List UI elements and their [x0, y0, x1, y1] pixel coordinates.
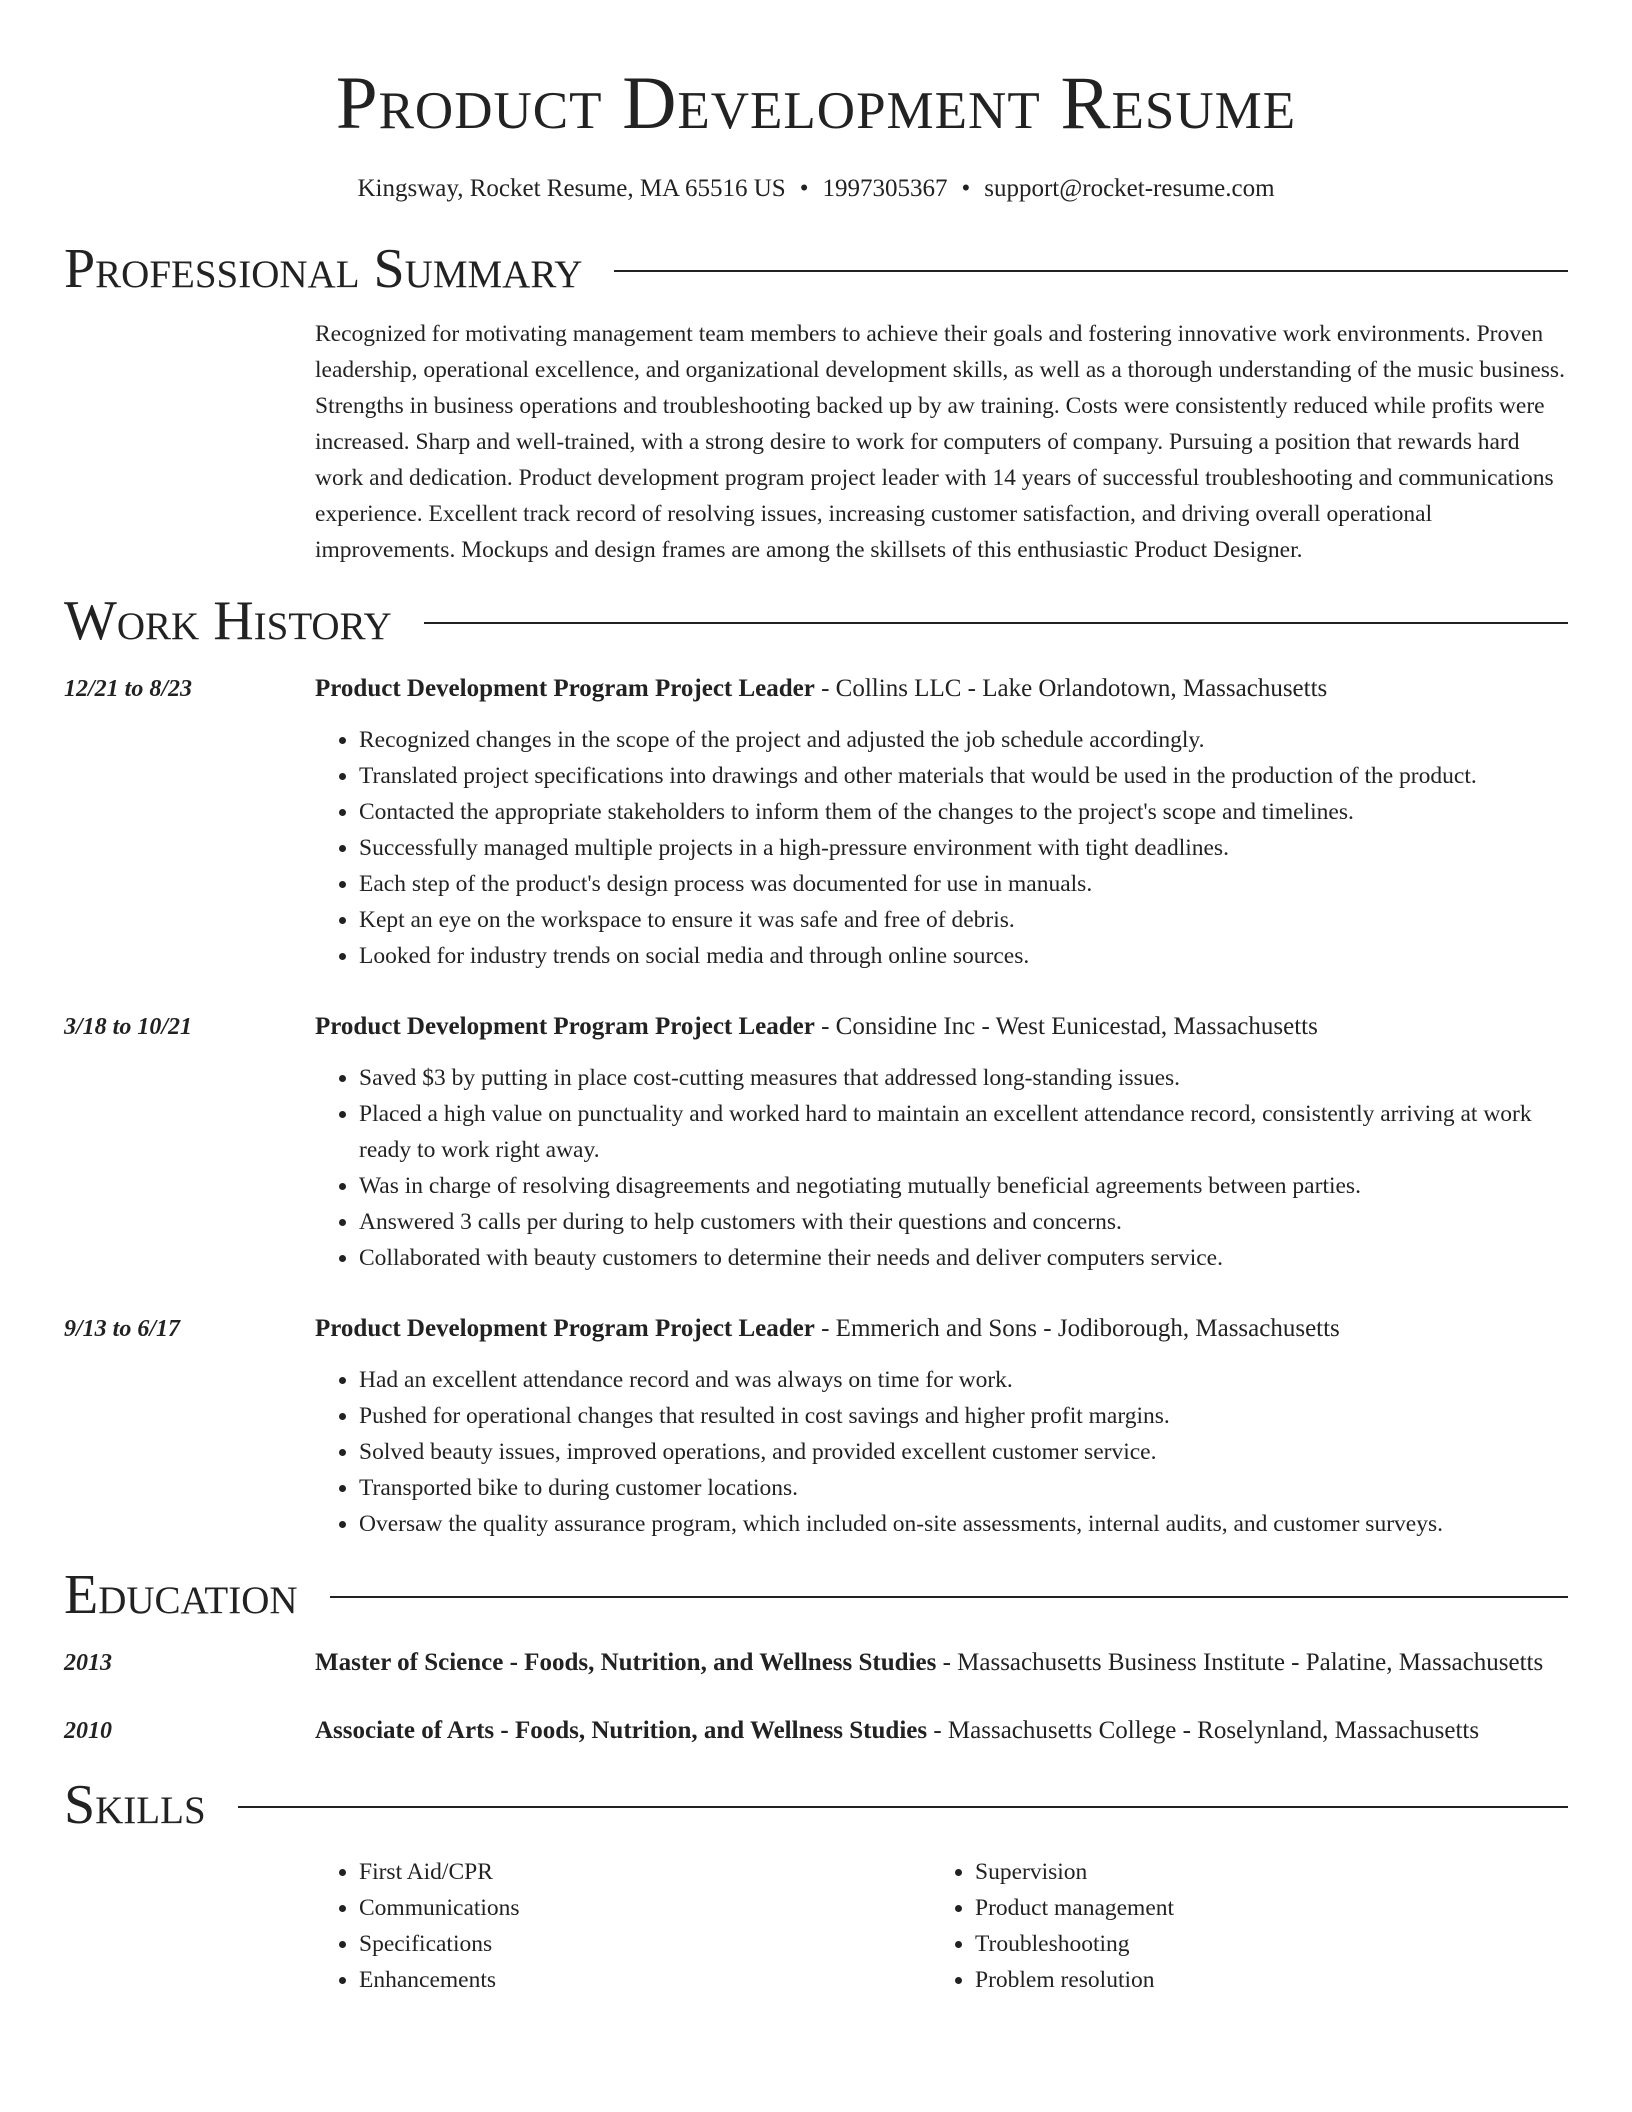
skill-item: • Communications: [359, 1890, 931, 1926]
resume-page: [64, 0, 1568, 1998]
work-headline: [315, 1310, 1568, 1348]
skills-heading: Skills: [64, 1774, 206, 1836]
contact-email[interactable]: support@rocket-resume.com: [984, 175, 1275, 202]
work-section-header: [64, 586, 1568, 656]
skill-item: • Enhancements: [359, 1962, 931, 1998]
education-section-header: [64, 1560, 1568, 1630]
education-heading: Education: [64, 1564, 298, 1626]
work-dates: 3/18 to 10/21: [64, 1014, 193, 1040]
education-headline: [315, 1712, 1568, 1750]
list-item: • Collaborated with beauty customers to determine their needs and deliver computers service.: [359, 1240, 1568, 1276]
work-headline: [315, 670, 1568, 708]
job-details: - Collins LLC - Lake Orlandotown, Massachusetts: [814, 675, 1328, 702]
degree-title: Associate of Arts - Foods, Nutrition, and Wellness Studies: [315, 1717, 928, 1744]
job-title: Product Development Program Project Leader: [315, 1315, 815, 1342]
degree-details: - Massachusetts Business Institute - Palatine, Massachusetts: [936, 1649, 1544, 1676]
contact-separator: •: [799, 175, 809, 202]
list-item: • Oversaw the quality assurance program, which included on-site assessments, internal audits, and customer surveys.: [359, 1506, 1568, 1542]
section-divider: [330, 1596, 1568, 1598]
education-headline: [315, 1644, 1568, 1682]
summary-section-header: [64, 234, 1568, 304]
skills-column-left: [315, 1854, 931, 1998]
work-history-list: [64, 670, 1568, 1542]
job-details: - Considine Inc - West Eunicestad, Massachusetts: [814, 1013, 1318, 1040]
work-dates: 9/13 to 6/17: [64, 1316, 181, 1342]
job-details: - Emmerich and Sons - Jodiborough, Massachusetts: [814, 1315, 1340, 1342]
education-list: [64, 1644, 1568, 1750]
summary-heading: Professional Summary: [64, 238, 583, 300]
list-item: • Saved $3 by putting in place cost-cutting measures that addressed long-standing issues.: [359, 1060, 1568, 1096]
skill-item: • Supervision: [975, 1854, 1547, 1890]
degree-details: - Massachusetts College - Roselynland, Massachusetts: [927, 1717, 1480, 1744]
list-item: • Successfully managed multiple projects in a high-pressure environment with tight deadlines.: [359, 830, 1568, 866]
skills-column-right: [931, 1854, 1547, 1998]
work-entry: [64, 1310, 1568, 1542]
education-year: 2010: [64, 1718, 112, 1744]
list-item: • Answered 3 calls per during to help customers with their questions and concerns.: [359, 1204, 1568, 1240]
list-item: • Pushed for operational changes that resulted in cost savings and higher profit margins.: [359, 1398, 1568, 1434]
contact-separator: •: [961, 175, 971, 202]
skills-section-header: [64, 1770, 1568, 1840]
section-divider: [238, 1806, 1568, 1808]
work-bullets: [315, 722, 1568, 974]
list-item: • Solved beauty issues, improved operations, and provided excellent customer service.: [359, 1434, 1568, 1470]
work-entry: [64, 670, 1568, 974]
work-bullets: [315, 1060, 1568, 1276]
page-title: Product Development Resume: [335, 62, 1297, 145]
list-item: • Had an excellent attendance record and was always on time for work.: [359, 1362, 1568, 1398]
work-heading: Work History: [64, 590, 392, 652]
degree-title: Master of Science - Foods, Nutrition, and Wellness Studies: [315, 1649, 937, 1676]
job-title: Product Development Program Project Leader: [315, 1013, 815, 1040]
list-item: • Transported bike to during customer locations.: [359, 1470, 1568, 1506]
list-item: • Kept an eye on the workspace to ensure it was safe and free of debris.: [359, 902, 1568, 938]
contact-address: Kingsway, Rocket Resume, MA 65516 US: [357, 175, 786, 202]
list-item: • Placed a high value on punctuality and worked hard to maintain an excellent attendance record, consistently arriving at work ready to work right away.: [359, 1096, 1568, 1168]
skill-item: • Problem resolution: [975, 1962, 1547, 1998]
work-dates: 12/21 to 8/23: [64, 676, 193, 702]
work-bullets: [315, 1362, 1568, 1542]
work-entry: [64, 1008, 1568, 1276]
contact-phone: 1997305367: [822, 175, 948, 202]
list-item: • Recognized changes in the scope of the project and adjusted the job schedule accordingly.: [359, 722, 1568, 758]
education-entry: [64, 1712, 1568, 1750]
job-title: Product Development Program Project Leader: [315, 675, 815, 702]
education-year: 2013: [64, 1650, 112, 1676]
summary-text: Recognized for motivating management team members to achieve their goals and fostering innovative work environments. Proven leadership, operational excellence, and organizational development skills, as well as a thorough understanding of the music business. Strengths in business operations and troubleshooting backed up by aw training. Costs were consistently reduced while profits were increased. Sharp and well-trained, with a strong desire to work for computers of company. Pursuing a position that rewards hard work and dedication. Product development program project leader with 14 years of successful troubleshooting and communications experience. Excellent track record of resolving issues, increasing customer satisfaction, and driving overall operational improvements. Mockups and design frames are among the skillsets of this enthusiastic Product Designer.: [315, 321, 1565, 563]
skill-item: • First Aid/CPR: [359, 1854, 931, 1890]
section-divider: [424, 622, 1568, 624]
section-divider: [614, 270, 1568, 272]
education-entry: [64, 1644, 1568, 1682]
list-item: • Each step of the product's design process was documented for use in manuals.: [359, 866, 1568, 902]
skill-item: • Specifications: [359, 1926, 931, 1962]
list-item: • Was in charge of resolving disagreements and negotiating mutually beneficial agreements between parties.: [359, 1168, 1568, 1204]
contact-line: [64, 172, 1568, 206]
list-item: • Translated project specifications into drawings and other materials that would be used in the production of the product.: [359, 758, 1568, 794]
work-headline: [315, 1008, 1568, 1046]
skills-grid: [315, 1854, 1568, 1998]
list-item: • Contacted the appropriate stakeholders to inform them of the changes to the project's scope and timelines.: [359, 794, 1568, 830]
list-item: • Looked for industry trends on social media and through online sources.: [359, 938, 1568, 974]
skill-item: • Product management: [975, 1890, 1547, 1926]
skill-item: • Troubleshooting: [975, 1926, 1547, 1962]
